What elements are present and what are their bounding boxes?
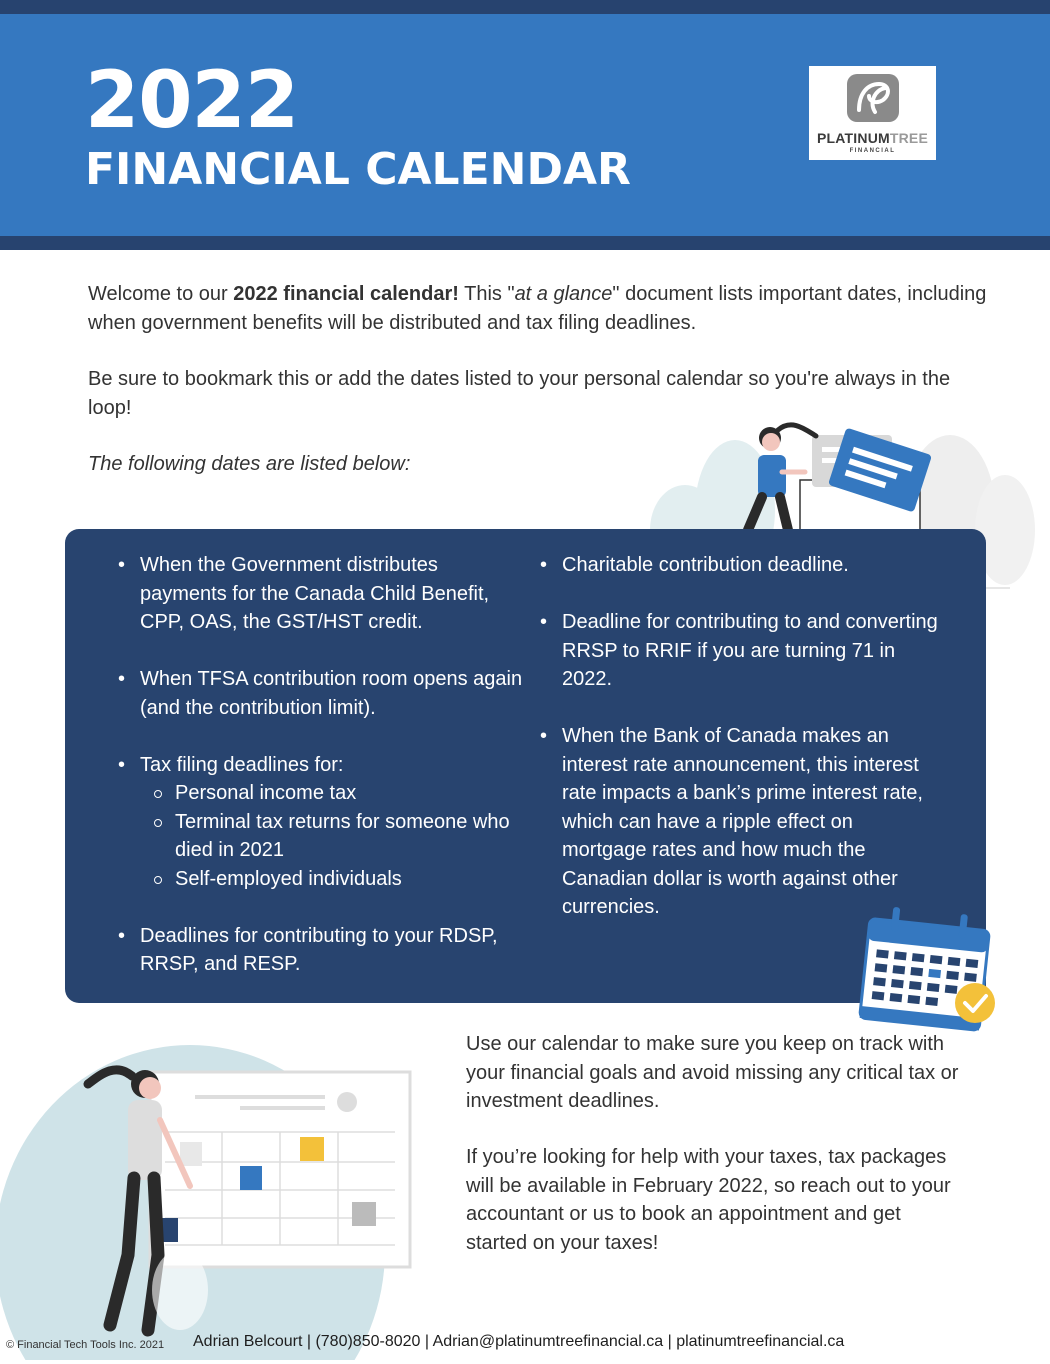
- intro-paragraph-bookmark: Be sure to bookmark this or add the dates listed to your personal calendar so you're always in the loop!: [88, 368, 951, 419]
- page-footer: [0, 1333, 1050, 1357]
- list-item: • When the Government distributes payments for the Canada Child Benefit, CPP, OAS, the GST/HST credit.: [118, 551, 528, 637]
- logo-subtitle: FINANCIAL: [849, 148, 896, 154]
- list-item: • When the Bank of Canada makes an interest rate announcement, this interest rate impacts a bank’s prime interest rate, which can have a ripple effect on mortgage rates and how much the Canadian dollar is worth against other currencies.: [540, 722, 940, 922]
- outro-paragraph-taxes: If you’re looking for help with your taxes, tax packages will be available in February 2022, so reach out to your accountant or us to book an appointment and get started on your taxes!: [466, 1146, 951, 1254]
- list-item: • Deadlines for contributing to your RDSP, RRSP, and RESP.: [118, 922, 528, 979]
- key-dates-left-column: [118, 551, 528, 1007]
- logo-name: PLATINUMTREE: [816, 130, 929, 146]
- header-title: FINANCIAL CALENDAR: [85, 144, 631, 195]
- woman-with-calendar-board-illustration: [0, 1040, 420, 1360]
- header-top-bar: [0, 0, 1050, 14]
- outro-paragraph-track: Use our calendar to make sure you keep on track with your financial goals and avoid missing any critical tax or investment deadlines.: [466, 1033, 959, 1112]
- contact-line: Adrian Belcourt | (780)850-8020 | Adrian@platinumtreefinancial.ca | platinumtreefinancial.ca: [193, 1333, 845, 1350]
- sub-list-item: Terminal tax returns for someone who died in 2021: [118, 808, 528, 865]
- header-year: 2022: [85, 56, 299, 146]
- intro-paragraph-welcome: Welcome to our 2022 financial calendar! This "at a glance" document lists important dates, including when government benefits will be distributed and tax filing deadlines.: [88, 283, 987, 334]
- sub-list-item: Self-employed individuals: [118, 865, 528, 894]
- list-item: • Tax filing deadlines for:: [118, 751, 528, 780]
- intro-paragraph-list-lead: The following dates are listed below:: [88, 453, 411, 475]
- list-item: • Deadline for contributing to and converting RRSP to RRIF if you are turning 71 in 2022.: [540, 608, 940, 694]
- sub-list-item: Personal income tax: [118, 779, 528, 808]
- copyright-text: © Financial Tech Tools Inc. 2021: [6, 1339, 165, 1351]
- logo-mark-icon: [845, 72, 901, 124]
- key-dates-right-column: [540, 551, 940, 950]
- calendar-check-icon: [855, 905, 1005, 1040]
- list-item: • Charitable contribution deadline.: [540, 551, 940, 580]
- company-logo: [809, 66, 936, 160]
- header-bottom-bar: [0, 236, 1050, 250]
- list-item: • When TFSA contribution room opens again (and the contribution limit).: [118, 665, 528, 722]
